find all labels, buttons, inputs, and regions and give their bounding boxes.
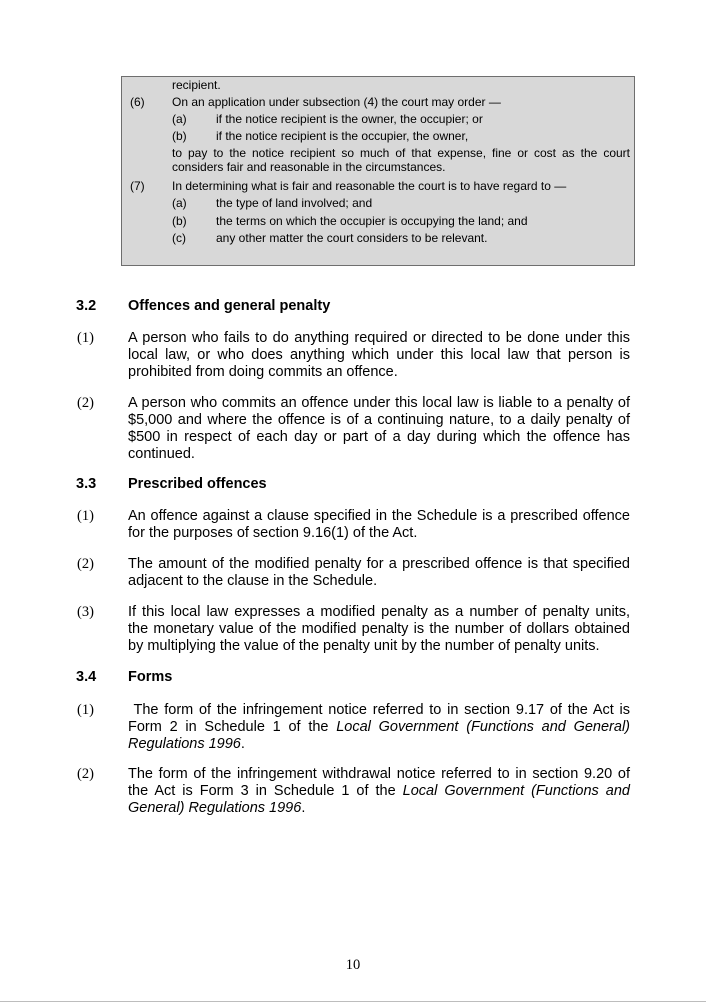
box-item-label: (a)	[172, 112, 187, 126]
box-subsection-number: (6)	[130, 95, 145, 109]
section-title: Offences and general penalty	[128, 298, 331, 314]
section-number: 3.2	[76, 298, 97, 314]
paragraph-text: The form of the infringement notice referred to in section 9.17 of the Act is Form 2 in Schedule 1 of the Local Government (Functions and General) Regulations 1996.	[128, 702, 630, 752]
section-title: Forms	[128, 669, 173, 685]
paragraph-number: (2)	[77, 556, 94, 572]
paragraph-number: (2)	[77, 395, 94, 411]
box-item-text: any other matter the court considers to be relevant.	[216, 231, 488, 245]
page-number: 10	[345, 957, 361, 973]
paragraph-text: An offence against a clause specified in the Schedule is a prescribed offence for the purposes of section 9.16(1) of the Act.	[128, 508, 630, 541]
paragraph-text: If this local law expresses a modified penalty as a number of penalty units, the monetary value of the modified penalty is the number of dollars obtained by multiplying the value of the penalty unit by the number of penalty units.	[128, 604, 630, 654]
box-continuation-text: to pay to the notice recipient so much of that expense, fine or cost as the court considers fair and reasonable in the circumstances.	[172, 146, 630, 174]
paragraph-number: (3)	[77, 604, 94, 620]
box-subsection-text: On an application under subsection (4) the court may order —	[172, 95, 501, 109]
box-subsection-number: (7)	[130, 179, 145, 193]
paragraph-text: The amount of the modified penalty for a prescribed offence is that specified adjacent to the clause in the Schedule.	[128, 556, 630, 589]
section-number: 3.3	[76, 476, 97, 492]
section-title: Prescribed offences	[128, 476, 267, 492]
paragraph-number: (1)	[77, 330, 94, 346]
page-bottom-rule	[0, 1001, 706, 1002]
paragraph-text: A person who commits an offence under this local law is liable to a penalty of $5,000 and where the offence is of a continuing nature, to a daily penalty of $500 in respect of each day or part of a day during which the offence has continued.	[128, 395, 630, 462]
box-item-text: the terms on which the occupier is occupying the land; and	[216, 214, 528, 228]
box-item-label: (b)	[172, 129, 187, 143]
paragraph-text: The form of the infringement withdrawal notice referred to in section 9.20 of the Act is Form 3 in Schedule 1 of the Local Government (Functions and General) Regulations 1996.	[128, 766, 630, 816]
section-number: 3.4	[76, 669, 97, 685]
paragraph-number: (1)	[77, 508, 94, 524]
box-item-label: (a)	[172, 196, 187, 210]
box-item-label: (b)	[172, 214, 187, 228]
box-item-label: (c)	[172, 231, 186, 245]
box-line-continuation: recipient.	[172, 78, 221, 92]
quoted-provision-box	[121, 76, 635, 266]
paragraph-text: A person who fails to do anything required or directed to be done under this local law, or who does anything which under this local law that person is prohibited from doing commits an offence.	[128, 330, 630, 380]
box-item-text: if the notice recipient is the owner, the occupier; or	[216, 112, 483, 126]
box-item-text: the type of land involved; and	[216, 196, 373, 210]
paragraph-number: (2)	[77, 766, 94, 782]
paragraph-number: (1)	[77, 702, 94, 718]
box-item-text: if the notice recipient is the occupier, the owner,	[216, 129, 469, 143]
box-subsection-text: In determining what is fair and reasonable the court is to have regard to —	[172, 179, 567, 193]
